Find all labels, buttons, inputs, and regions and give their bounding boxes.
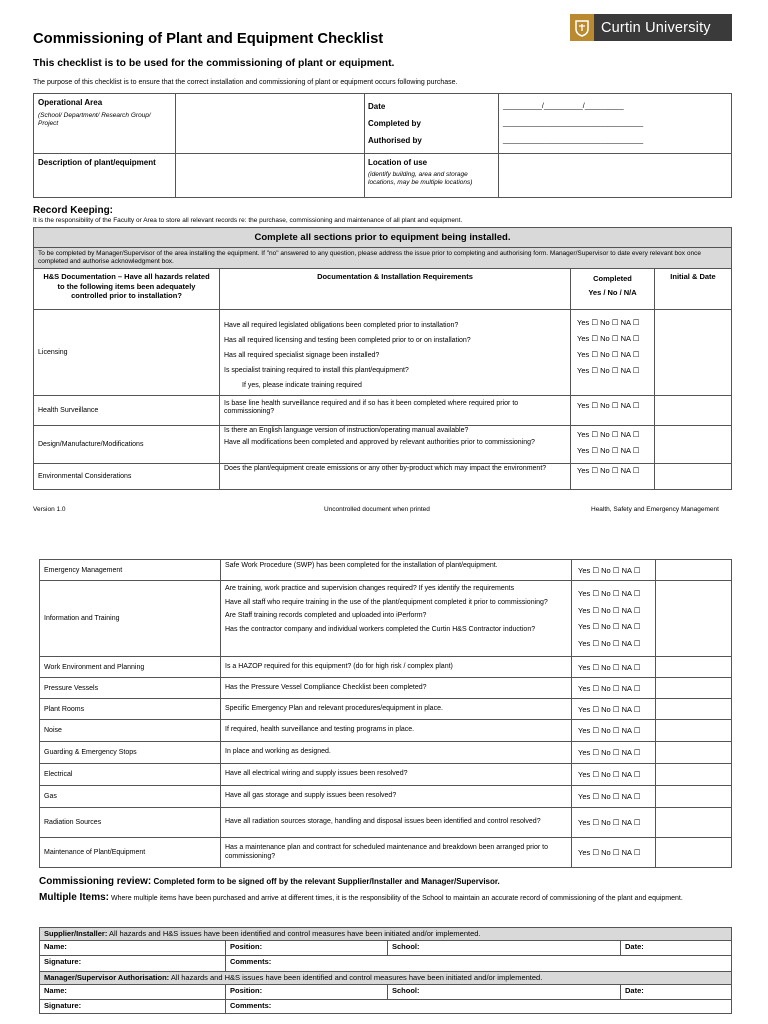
location-label: Location of use [368,158,428,167]
licensing-check-3[interactable]: Yes ☐ No ☐ NA ☐ [577,350,640,359]
radiation-check-1[interactable]: Yes ☐ No ☐ NA ☐ [578,818,641,827]
electrical-initial-field[interactable] [656,764,732,786]
record-keeping-text: It is the responsibility of the Faculty or Area to store all relevant records re: the purchase, commissioning and maintenance of all plant and equipment. [33,217,463,224]
row-label-licensing: Licensing [34,310,220,396]
footer-department: Health, Safety and Emergency Management [591,506,719,513]
logo-text: Curtin University [601,19,711,36]
licensing-q4: Is specialist training required to install this plant/equipment? [224,367,409,374]
checklist-table-1 [33,227,732,490]
row-label-plant-rooms: Plant Rooms [40,699,221,720]
table-row [40,560,732,581]
supplier-position-field[interactable]: Position: [226,941,388,956]
row-label-radiation: Radiation Sources [40,808,221,838]
table-row [40,764,732,786]
row-label-maintenance: Maintenance of Plant/Equipment [40,838,221,868]
licensing-q2: Has all required licensing and testing been completed prior to or on installation? [224,337,471,344]
footer-uncontrolled: Uncontrolled document when printed [324,506,430,513]
design-initial-field[interactable] [655,426,732,464]
col-header-hs: H&S Documentation – Have all hazards related to the following items been adequately controlled prior to installation? [34,269,220,310]
noise-q1: If required, health surveillance and testing programs in place. [221,720,572,742]
info-q4: Has the contractor company and individual workers completed the Curtin H&S Contractor induction? [225,625,536,633]
table-row [34,396,732,426]
table-row [40,699,732,720]
maintenance-q1: Has a maintenance plan and contract for scheduled maintenance and breakdown been arranged prior to commissioning? [221,838,572,868]
row-label-environmental: Environmental Considerations [34,464,220,490]
licensing-q1: Have all required legislated obligations been completed prior to installation? [224,322,459,329]
review-heading: Commissioning review: [39,876,152,887]
plant-rooms-initial-field[interactable] [656,699,732,720]
authorised-by-label: Authorised by [368,136,422,145]
table-row [40,581,732,657]
plant-rooms-q1: Specific Emergency Plan and relevant procedures/equipment in place. [221,699,572,720]
supplier-comments-field[interactable]: Comments: [226,956,732,972]
manager-text: All hazards and H&S issues have been identified and control measures have been initiated and/or implemented. [170,973,543,982]
curtin-logo [570,14,732,41]
table-row [34,310,732,396]
info-table [33,93,732,198]
env-initial-field[interactable] [655,464,732,490]
pressure-initial-field[interactable] [656,678,732,699]
table-row [40,720,732,742]
manager-position-field[interactable]: Position: [226,985,388,1000]
emergency-q1: Safe Work Procedure (SWP) has been completed for the installation of plant/equipment. [221,560,572,581]
page-title: Commissioning of Plant and Equipment Checklist [33,31,384,47]
date-label: Date [368,102,386,111]
manager-date-field[interactable]: Date: [621,985,732,1000]
design-check-1[interactable]: Yes ☐ No ☐ NA ☐ [577,430,640,439]
checklist-table-2 [39,559,732,868]
maintenance-check-1[interactable]: Yes ☐ No ☐ NA ☐ [578,848,641,857]
gas-check-1[interactable]: Yes ☐ No ☐ NA ☐ [578,792,641,801]
operational-area-hint: (School/ Department/ Research Group/ Project [38,112,151,127]
info-check-3[interactable]: Yes ☐ No ☐ NA ☐ [578,622,641,631]
radiation-q1: Have all radiation sources storage, handling and disposal issues been identified and control resolved? [221,808,572,838]
info-check-4[interactable]: Yes ☐ No ☐ NA ☐ [578,638,641,648]
multi-text: Where multiple items have been purchased and arrive at different times, it is the responsibility of the School to maintain an accurate record of commissioning of the plant and equipment. [110,895,683,902]
table-row [40,657,732,678]
row-label-info-training: Information and Training [40,581,221,657]
licensing-check-4[interactable]: Yes ☐ No ☐ NA ☐ [577,366,640,375]
row-label-guarding: Guarding & Emergency Stops [40,742,221,764]
manager-label: Manager/Supervisor Authorisation: [44,973,170,982]
footer-version: Version 1.0 [33,506,66,513]
guarding-q1: In place and working as designed. [221,742,572,764]
col-header-yes-no: Yes / No / N/A [588,288,637,297]
purpose-text: The purpose of this checklist is to ensure that the correct installation and commissioning of plant or equipment occurs following purchase. [33,79,458,86]
noise-check-1[interactable]: Yes ☐ No ☐ NA ☐ [578,726,641,735]
electrical-q1: Have all electrical wiring and supply issues been resolved? [221,764,572,786]
manager-name-field[interactable]: Name: [40,985,226,1000]
licensing-check-2[interactable]: Yes ☐ No ☐ NA ☐ [577,334,640,343]
supplier-name-field[interactable]: Name: [40,941,226,956]
maintenance-initial-field[interactable] [656,838,732,868]
info-check-2[interactable]: Yes ☐ No ☐ NA ☐ [578,605,641,615]
supplier-signature-field[interactable]: Signature: [40,956,226,972]
work-env-check-1[interactable]: Yes ☐ No ☐ NA ☐ [578,662,641,672]
pressure-q1: Has the Pressure Vessel Compliance Checklist been completed? [221,678,572,699]
page-subtitle: This checklist is to be used for the commissioning of plant or equipment. [33,58,395,69]
col-header-completed: Completed [593,274,632,283]
table-row [40,678,732,699]
licensing-q3: Has all required specialist signage been installed? [224,352,380,359]
checklist-banner: Complete all sections prior to equipment being installed. [34,228,732,248]
supplier-school-field[interactable]: School: [388,941,621,956]
pressure-check-1[interactable]: Yes ☐ No ☐ NA ☐ [578,683,641,693]
row-label-emergency: Emergency Management [40,560,221,581]
info-q1: Are training, work practice and supervision changes required? If yes identify the requirements [225,585,515,592]
operational-area-label: Operational Area [38,98,103,107]
table-row [40,786,732,808]
col-header-initial-date: Initial & Date [655,269,732,310]
emergency-initial-field[interactable] [656,560,732,581]
row-label-design: Design/Manufacture/Modifications [34,426,220,464]
row-label-electrical: Electrical [40,764,221,786]
location-hint: (identify building, area and storage locations, may be multiple locations) [368,171,473,186]
commissioning-review [39,876,500,887]
licensing-q5: If yes, please indicate training required [242,382,362,389]
plant-rooms-check-1[interactable]: Yes ☐ No ☐ NA ☐ [578,704,641,714]
design-q2: Have all modifications been completed and approved by relevant authorities prior to commissioning? [224,439,535,447]
description-label: Description of plant/equipment [38,158,156,167]
completed-by-label: Completed by [368,119,421,128]
health-initial-field[interactable] [655,396,732,426]
row-label-gas: Gas [40,786,221,808]
noise-initial-field[interactable] [656,720,732,742]
health-q1: Is base line health surveillance required and if so has it been completed where required prior to commissioning? [220,396,571,426]
row-label-work-env: Work Environment and Planning [40,657,221,678]
table-row [34,426,732,464]
multiple-items [39,893,732,903]
row-label-health: Health Surveillance [34,396,220,426]
crest-icon [570,14,594,41]
work-env-q1: Is a HAZOP required for this equipment? (do for high risk / complex plant) [221,657,572,678]
radiation-initial-field[interactable] [656,808,732,838]
authorised-by-field[interactable]: ____________________________________ [503,137,644,144]
manager-school-field[interactable]: School: [388,985,621,1000]
review-text: Completed form to be signed off by the relevant Supplier/Installer and Manager/Supervisor. [153,877,500,886]
design-q1: Is there an English language version of instruction/operating manual available? [224,427,469,434]
table-row [34,464,732,490]
table-row [40,742,732,764]
date-field[interactable]: __________/__________/__________ [503,103,624,110]
emergency-check-1[interactable]: Yes ☐ No ☐ NA ☐ [578,566,641,575]
table-row [40,838,732,868]
design-check-2[interactable]: Yes ☐ No ☐ NA ☐ [577,446,640,455]
supplier-text: All hazards and H&S issues have been identified and control measures have been initiated and/or implemented. [109,929,481,938]
work-env-initial-field[interactable] [656,657,732,678]
licensing-check-1[interactable]: Yes ☐ No ☐ NA ☐ [577,318,640,327]
description-field[interactable] [176,154,365,198]
row-label-pressure: Pressure Vessels [40,678,221,699]
table-row [40,808,732,838]
info-check-1[interactable]: Yes ☐ No ☐ NA ☐ [578,589,641,598]
electrical-check-1[interactable]: Yes ☐ No ☐ NA ☐ [578,770,641,779]
location-field[interactable] [499,154,732,198]
signoff-table [39,927,732,1014]
record-keeping-heading: Record Keeping: [33,205,114,216]
operational-area-field[interactable] [176,94,365,154]
manager-signature-field[interactable]: Signature: [40,1000,226,1014]
completed-by-field[interactable]: ____________________________________ [503,120,644,127]
multi-heading: Multiple Items: [39,892,110,903]
info-q2: Have all staff who require training in the use of the plant/equipment completed it prior to commissioning? [225,599,548,607]
guarding-initial-field[interactable] [656,742,732,764]
col-header-requirements: Documentation & Installation Requirements [220,269,571,310]
health-check-1[interactable]: Yes ☐ No ☐ NA ☐ [577,401,640,410]
supplier-date-field[interactable]: Date: [621,941,732,956]
licensing-initial-field[interactable] [655,310,732,396]
info-initial-field[interactable] [656,581,732,657]
manager-comments-field[interactable]: Comments: [226,1000,732,1014]
row-label-noise: Noise [40,720,221,742]
env-check-1[interactable]: Yes ☐ No ☐ NA ☐ [577,466,640,475]
supplier-label: Supplier/Installer: [44,929,108,938]
checklist-instruction: To be completed by Manager/Supervisor of the area installing the equipment. If "no" answered to any question, please address the issue prior to completing and authorising form. Manager/Supervisor to date every relevant box once completed and authorise acknowledgment box. [34,248,732,269]
env-q1: Does the plant/equipment create emissions or any other by-product which may impact the environment? [220,464,571,490]
info-q3: Are Staff training records completed and uploaded into iPerform? [225,611,427,619]
gas-q1: Have all gas storage and supply issues been resolved? [221,786,572,808]
guarding-check-1[interactable]: Yes ☐ No ☐ NA ☐ [578,748,641,757]
gas-initial-field[interactable] [656,786,732,808]
